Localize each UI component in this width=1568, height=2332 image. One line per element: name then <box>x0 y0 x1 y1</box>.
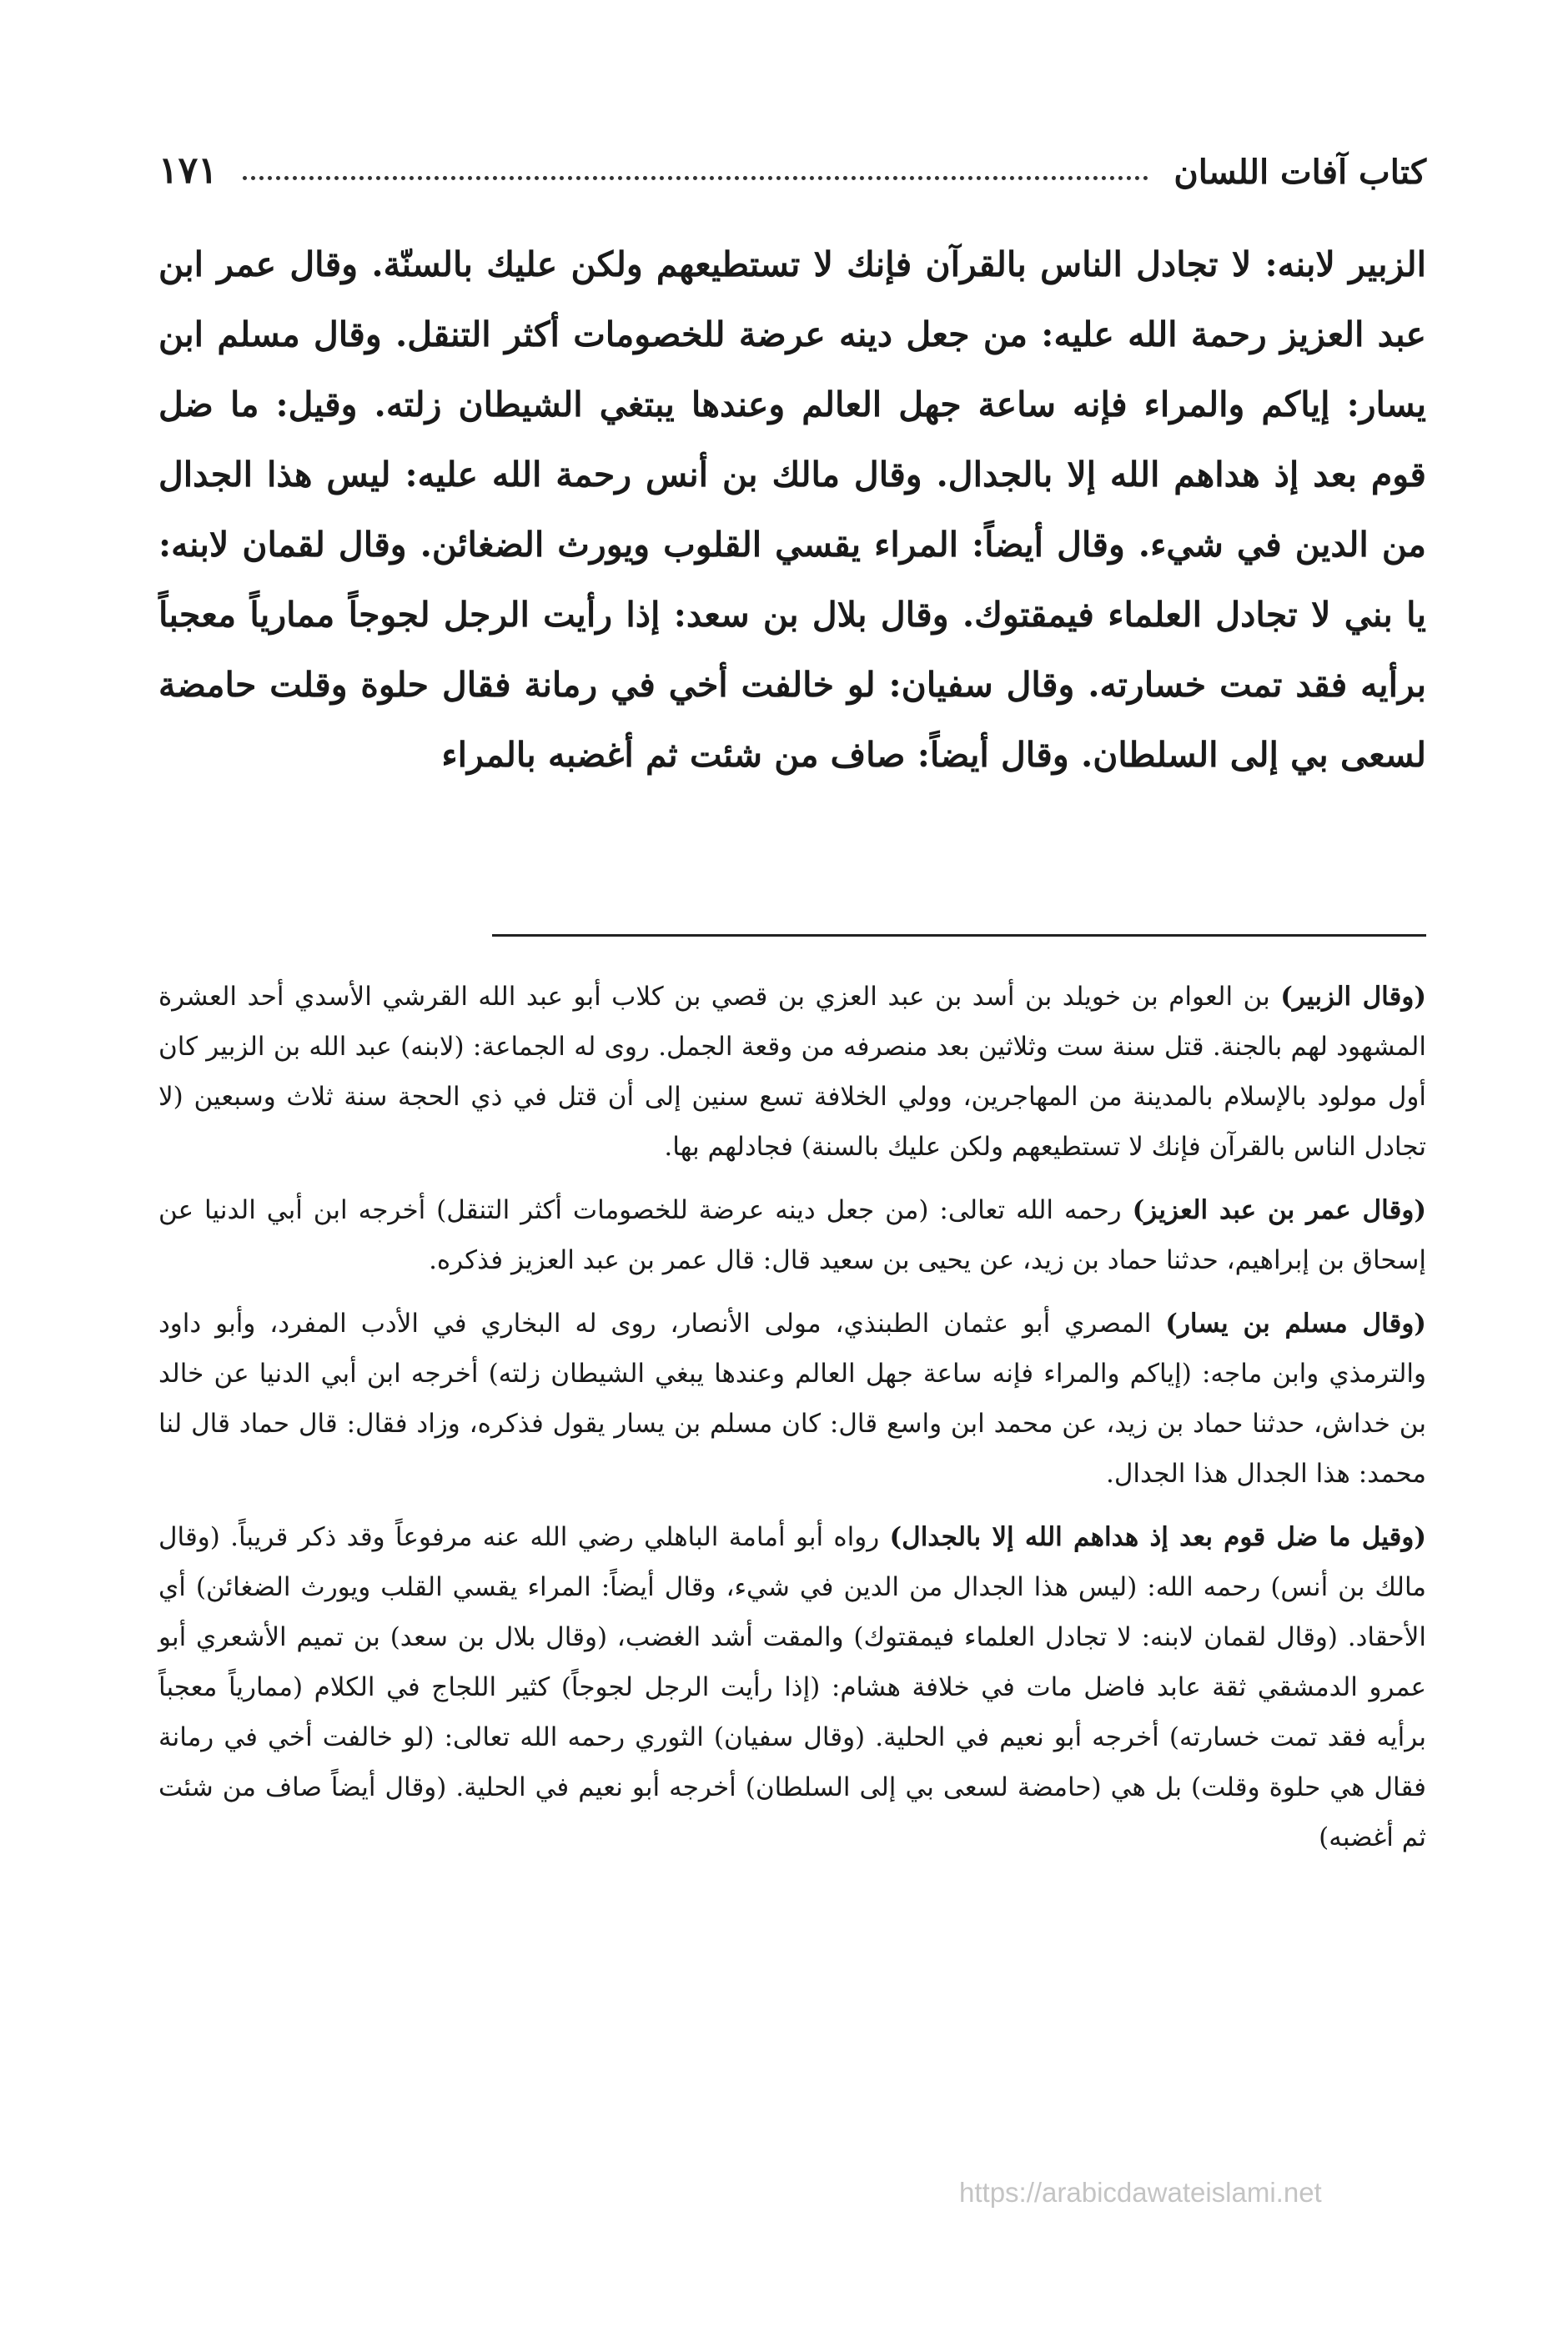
footnote-umar <box>158 1185 1426 1285</box>
watermark-url: https://arabicdawateislami.net <box>959 2177 1322 2208</box>
running-title: كتاب آفات اللسان <box>1173 153 1426 192</box>
book-page <box>158 100 1426 2269</box>
footnote-text: رحمه الله تعالى: (من جعل دينه عرضة للخصومات أكثر التنقل) أخرجه ابن أبي الدنيا عن إسحاق بن إبراهيم، حدثنا حماد بن زيد، عن يحيى بن سعيد قال: قال عمر بن عبد العزيز فذكره. <box>158 1195 1426 1275</box>
footnote-qila <box>158 1512 1426 1862</box>
footnote-lead: (وقال عمر بن عبد العزيز) <box>1132 1195 1426 1225</box>
page-number: ١٧١ <box>158 149 218 192</box>
footnote-lead: (وقال الزبير) <box>1280 982 1427 1012</box>
footnote-muslim <box>158 1299 1426 1499</box>
footnote-lead: (وقيل ما ضل قوم بعد إذ هداهم الله إلا بالجدال) <box>889 1522 1427 1552</box>
footnote-text: بن العوام بن خويلد بن أسد بن عبد العزي بن قصي بن كلاب أبو عبد الله القرشي الأسدي أحد العشرة المشهود لهم بالجنة. قتل سنة ست وثلاثين بعد منصرفه من وقعة الجمل. روى له الجماعة: (لابنه) عبد الله بن الزبير كان أول مولود بالإسلام بالمدينة من المهاجرين، وولي الخلافة تسع سنين إلى أن قتل في ذي الحجة سنة ثلاث وسبعين (لا تجادل الناس بالقرآن فإنك لا تستطيعهم ولكن عليك بالسنة) فجادلهم بها. <box>158 982 1426 1162</box>
footnotes-section <box>158 972 1426 1876</box>
footnote-text: رواه أبو أمامة الباهلي رضي الله عنه مرفوعاً وقد ذكر قريباً. (وقال مالك بن أنس) رحمه الله: (ليس هذا الجدال من الدين في شيء، وقال أيضاً: المراء يقسي القلب ويورث الضغائن) أي الأحقاد. (وقال لقمان لابنه: لا تجادل العلماء فيمقتوك) والمقت أشد الغضب، (وقال بلال بن سعد) بن تميم الأشعري أبو عمرو الدمشقي ثقة عابد فاضل مات في خلافة هشام: (إذا رأيت الرجل لجوجاً) كثير اللجاج في الكلام (ممارياً معجباً برأيه فقد تمت خسارته) أخرجه أبو نعيم في الحلية. (وقال سفيان) الثوري رحمه الله تعالى: (لو خالفت أخي في رمانة فقال هي حلوة وقلت) بل هي (حامضة لسعى بي إلى السلطان) أخرجه أبو نعيم في الحلية. (وقال أيضاً صاف من شئت ثم أغضبه) <box>158 1522 1426 1852</box>
footnote-divider <box>492 934 1426 937</box>
main-text-body: الزبير لابنه: لا تجادل الناس بالقرآن فإنك لا تستطيعهم ولكن عليك بالسنّة. وقال عمر ابن عبد العزيز رحمة الله عليه: من جعل دينه عرضة للخصومات أكثر التنقل. وقال مسلم ابن يسار: إياكم والمراء فإنه ساعة جهل العالم وعندها يبتغي الشيطان زلته. وقيل: ما ضل قوم بعد إذ هداهم الله إلا بالجدال. وقال مالك بن أنس رحمة الله عليه: ليس هذا الجدال من الدين في شيء. وقال أيضاً: المراء يقسي القلوب ويورث الضغائن. وقال لقمان لابنه: يا بني لا تجادل العلماء فيمقتوك. وقال بلال بن سعد: إذا رأيت الرجل لجوجاً ممارياً معجباً برأيه فقد تمت خسارته. وقال سفيان: لو خالفت أخي في رمانة فقال حلوة وقلت حامضة لسعى بي إلى السلطان. وقال أيضاً: صاف من شئت ثم أغضبه بالمراء <box>158 244 1426 775</box>
page-header <box>158 125 1426 192</box>
header-leader-dots <box>243 176 1148 180</box>
footnote-zubair <box>158 972 1426 1172</box>
footnote-text: المصري أبو عثمان الطبنذي، مولى الأنصار، روى له البخاري في الأدب المفرد، وأبو داود والترمذي وابن ماجه: (إياكم والمراء فإنه ساعة جهل العالم وعندها يبغي الشيطان زلته) أخرجه ابن أبي الدنيا عن خالد بن خداش، حدثنا حماد بن زيد، عن محمد ابن واسع قال: كان مسلم بن يسار يقول فذكره، وزاد فقال: قال حماد قال لنا محمد: هذا الجدال هذا الجدال. <box>158 1309 1426 1489</box>
footnote-lead: (وقال مسلم بن يسار) <box>1165 1309 1426 1339</box>
